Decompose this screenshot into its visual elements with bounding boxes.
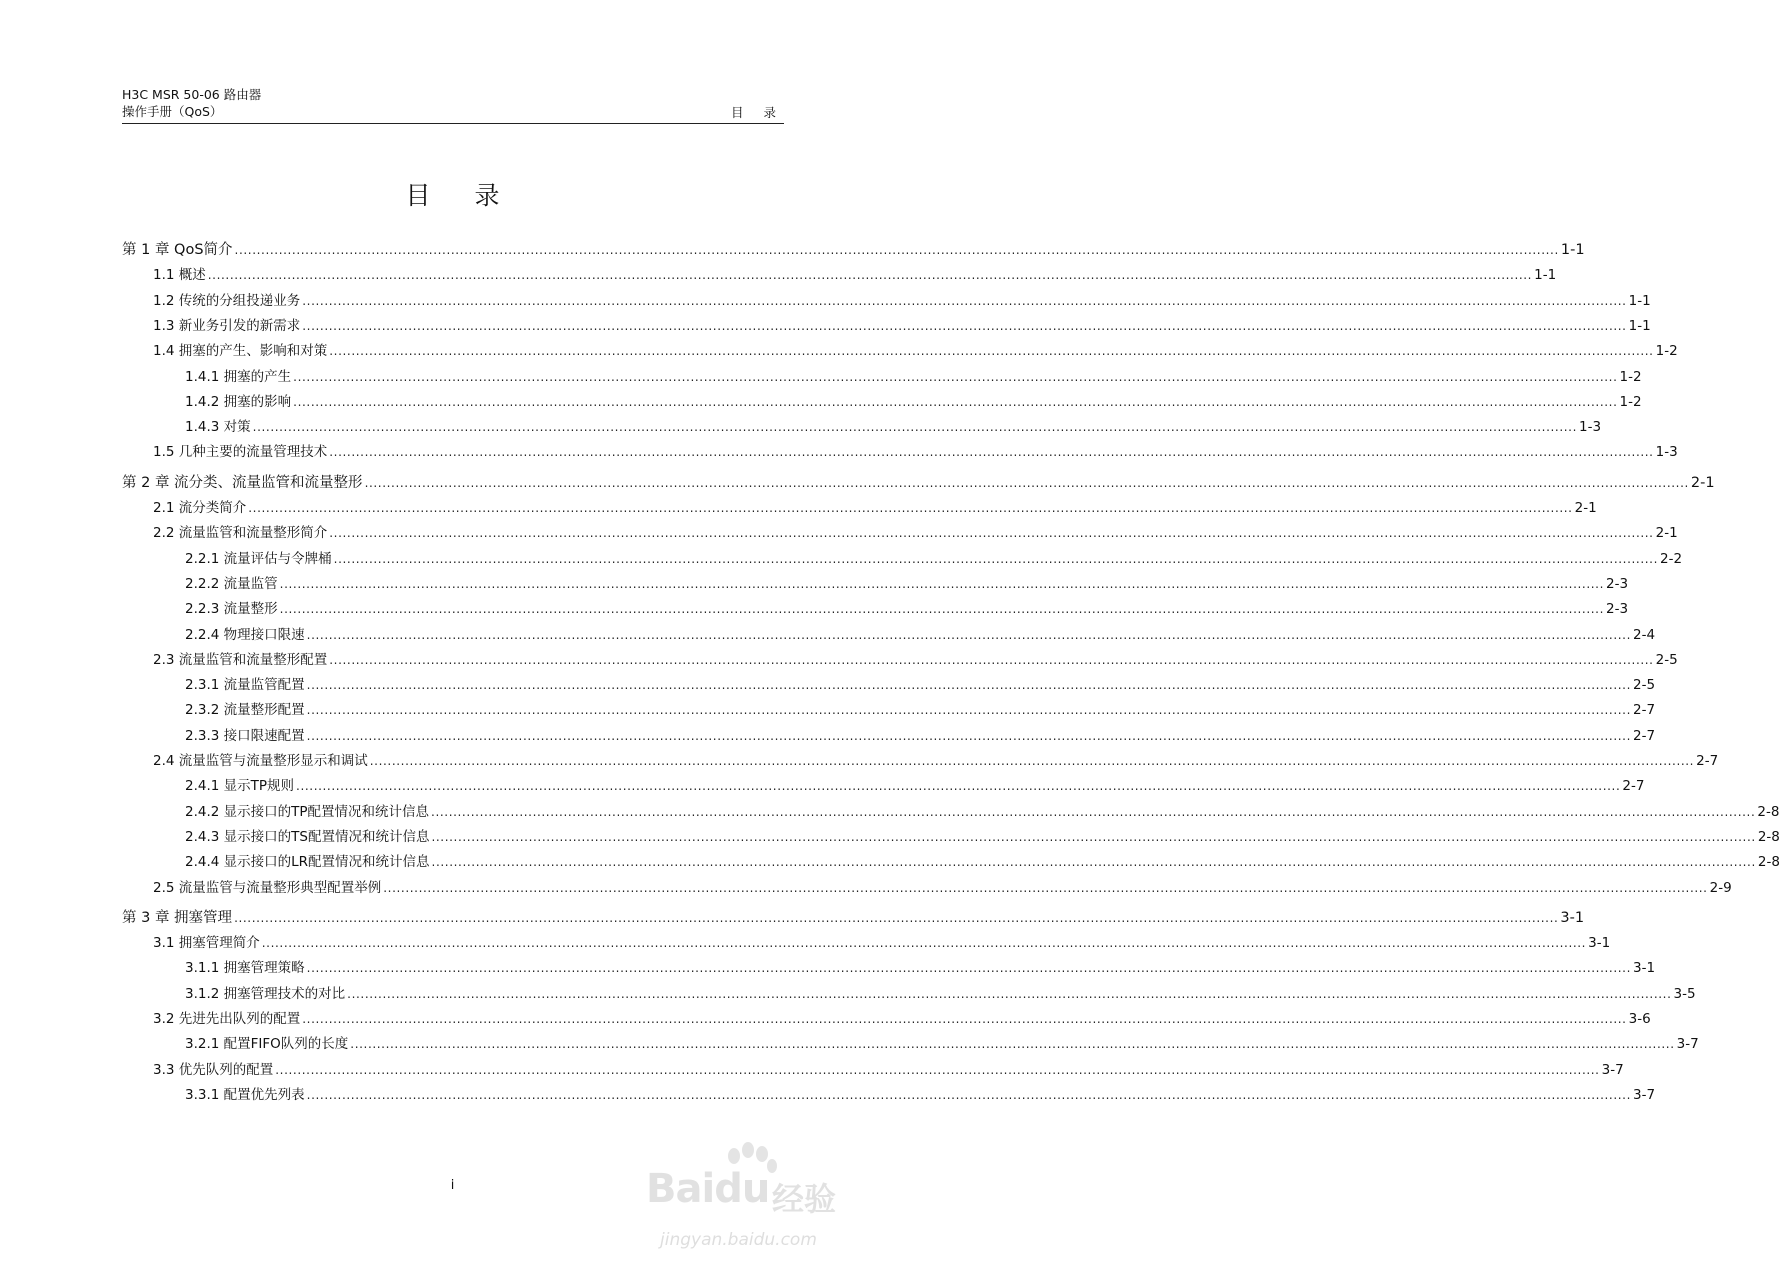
toc-entry[interactable] [185,956,1656,977]
toc-entry-page: 2-8 [1757,803,1780,820]
toc-dot-leader: ............................................................................................................................................................................................................................................................................................................ [302,318,1627,333]
page-number: i [450,1178,455,1193]
toc-entry-title: 2.2.3 流量整形 [185,601,278,618]
toc-entry[interactable] [185,572,1629,592]
toc-entry[interactable] [185,825,1780,845]
toc-entry[interactable] [153,648,1678,668]
toc-dot-leader: ............................................................................................................................................................................................................................................................................................................ [296,779,1621,794]
toc-dot-leader: ............................................................................................................................................................................................................................................................................................................ [431,855,1756,870]
toc-dot-leader: ............................................................................................................................................................................................................................................................................................................ [279,602,1604,617]
toc-dot-leader: ............................................................................................................................................................................................................................................................................................................ [306,961,1631,976]
toc-entry-page: 2-4 [1633,626,1656,643]
toc-dot-leader: ............................................................................................................................................................................................................................................................................................................ [207,268,1533,283]
toc-entry[interactable] [153,314,1651,334]
toc-entry[interactable] [185,390,1642,410]
toc-dot-leader: ............................................................................................................................................................................................................................................................................................................ [275,1062,1600,1077]
toc-entry[interactable] [185,800,1780,820]
toc-entry-title: 2.4.3 显示接口的TS配置情况和统计信息 [185,828,430,845]
toc-entry-title: 2.2.4 物理接口限速 [185,626,305,643]
toc-entry-page: 2-7 [1696,753,1719,769]
toc-dot-leader: ............................................................................................................................................................................................................................................................................................................ [306,627,1631,642]
header-manual: 操作手册（QoS） [122,104,223,119]
toc-entry[interactable] [153,1058,1624,1078]
toc-entry-title: 2.3.1 流量监管配置 [185,677,305,694]
toc-entry-title: 3.3 优先队列的配置 [153,1061,274,1078]
toc-entry-page: 3-1 [1633,960,1656,977]
toc-entry-page: 3-1 [1560,909,1585,926]
toc-entry[interactable] [185,365,1642,385]
toc-entry-title: 1.4.2 拥塞的影响 [185,393,292,410]
toc-chapter[interactable] [122,906,1585,926]
toc-entry-title: 1.4 拥塞的产生、影响和对策 [153,343,328,360]
toc-entry-title: 2.2.2 流量监管 [185,575,278,592]
toc-entry-title: 3.2 先进先出队列的配置 [153,1011,301,1027]
toc-dot-leader: ............................................................................................................................................................................................................................................................................................................ [364,475,1689,490]
toc-entry-title: 2.4 流量监管与流量整形显示和调试 [153,753,368,769]
toc-entry-title: 第 1 章 QoS简介 [122,242,233,258]
toc-dot-leader: ............................................................................................................................................................................................................................................................................................................ [306,728,1631,743]
toc-entry-page: 2-8 [1757,828,1780,845]
toc-dot-leader: ............................................................................................................................................................................................................................................................................................................ [302,293,1627,308]
toc-entry-page: 2-1 [1574,500,1597,516]
toc-entry-page: 1-2 [1619,393,1642,410]
toc-dot-leader: ............................................................................................................................................................................................................................................................................................................ [306,703,1631,718]
toc-entry[interactable] [153,876,1732,896]
toc-entry-title: 1.4.1 拥塞的产生 [185,368,292,385]
toc-entry-page: 1-1 [1560,242,1585,258]
header-section: 目 录 [731,105,784,120]
toc-entry-title: 2.2.1 流量评估与令牌桶 [185,550,332,567]
toc-entry-page: 2-3 [1606,601,1629,618]
toc-entry[interactable] [153,496,1597,516]
toc-entry[interactable] [153,289,1651,309]
toc-entry-title: 2.4.1 显示TP规则 [185,778,295,795]
page-title: 目 录 [405,181,518,210]
toc-entry-page: 1-2 [1655,343,1678,360]
toc-entry[interactable] [153,749,1719,769]
toc-entry[interactable] [153,339,1678,360]
toc-entry-title: 2.4.4 显示接口的LR配置情况和统计信息 [185,854,430,871]
toc-dot-leader: ............................................................................................................................................................................................................................................................................................................ [333,551,1658,566]
toc-entry[interactable] [185,724,1656,744]
toc-entry-title: 2.4.2 显示接口的TP配置情况和统计信息 [185,803,430,820]
toc-chapter[interactable] [122,238,1585,258]
toc-entry-page: 2-1 [1690,474,1715,491]
toc-dot-leader: ............................................................................................................................................................................................................................................................................................................ [302,1012,1627,1026]
toc-entry[interactable] [153,263,1557,284]
toc-entry-title: 3.1.1 拥塞管理策略 [185,960,305,977]
toc-dot-leader: ............................................................................................................................................................................................................................................................................................................ [431,829,1756,844]
watermark-cn: 经验 [772,1180,837,1218]
toc-entry-page: 2-8 [1757,854,1780,871]
toc-entry[interactable] [185,547,1683,567]
toc-entry[interactable] [185,1032,1699,1053]
toc-entry-page: 2-3 [1606,575,1629,592]
toc-entry-page: 2-5 [1633,677,1656,694]
toc-dot-leader: ............................................................................................................................................................................................................................................................................................................ [234,243,1559,257]
toc-entry[interactable] [185,850,1780,871]
toc-entry-page: 3-7 [1676,1036,1699,1053]
toc-entry[interactable] [185,673,1656,694]
toc-entry[interactable] [153,1007,1651,1027]
toc-entry-page: 1-2 [1619,368,1642,385]
toc-entry-title: 2.3.3 接口限速配置 [185,727,305,744]
toc-dot-leader: ............................................................................................................................................................................................................................................................................................................ [252,420,1577,435]
toc-entry-page: 2-7 [1633,727,1656,744]
toc-entry-title: 1.1 概述 [153,267,206,284]
toc-entry[interactable] [153,521,1678,542]
toc-entry-page: 2-7 [1633,702,1656,719]
toc-entry-page: 1-1 [1628,292,1651,309]
header-product: H3C MSR 50-06 路由器 [122,87,262,102]
toc-entry[interactable] [185,597,1629,618]
toc-dot-leader: ............................................................................................................................................................................................................................................................................................................ [261,936,1587,951]
toc-entry-title: 2.3.2 流量整形配置 [185,702,305,719]
toc-entry-page: 3-5 [1673,985,1696,1002]
toc-dot-leader: ............................................................................................................................................................................................................................................................................................................ [306,1087,1631,1102]
toc-dot-leader: ............................................................................................................................................................................................................................................................................................................ [248,501,1573,515]
toc-entry-page: 1-1 [1628,317,1651,334]
toc-dot-leader: ............................................................................................................................................................................................................................................................................................................ [431,804,1756,819]
toc-entry-title: 1.3 新业务引发的新需求 [153,317,301,334]
toc-entry-page: 1-3 [1579,419,1602,436]
toc-entry-title: 3.3.1 配置优先列表 [185,1086,305,1103]
toc-entry[interactable] [185,415,1602,436]
toc-entry[interactable] [185,982,1696,1002]
toc-entry-title: 2.5 流量监管与流量整形典型配置举例 [153,879,382,896]
toc-dot-leader: ............................................................................................................................................................................................................................................................................................................ [383,880,1708,895]
toc-dot-leader: ............................................................................................................................................................................................................................................................................................................ [347,986,1672,1001]
watermark [640,1140,860,1270]
toc-entry-title: 2.1 流分类简介 [153,500,247,516]
toc-entry-page: 3-1 [1588,935,1611,952]
toc-entry-page: 2-5 [1655,651,1678,668]
toc-dot-leader: ............................................................................................................................................................................................................................................................................................................ [329,445,1654,460]
toc-entry[interactable] [185,1083,1656,1103]
toc-dot-leader: ............................................................................................................................................................................................................................................................................................................ [350,1037,1675,1052]
toc-entry[interactable] [185,623,1656,643]
toc-entry-title: 3.1.2 拥塞管理技术的对比 [185,985,346,1002]
toc-entry-title: 1.2 传统的分组投递业务 [153,292,301,309]
toc-dot-leader: ............................................................................................................................................................................................................................................................................................................ [329,526,1654,541]
toc-entry-page: 3-6 [1628,1011,1651,1027]
toc-dot-leader: ............................................................................................................................................................................................................................................................................................................ [293,369,1618,384]
toc-entry[interactable] [153,440,1678,461]
toc-dot-leader: ............................................................................................................................................................................................................................................................................................................ [279,576,1604,591]
watermark-url: jingyan.baidu.com [660,1230,817,1250]
toc-entry-page: 1-3 [1655,444,1678,461]
toc-entry[interactable] [185,698,1656,719]
toc-entry-title: 2.3 流量监管和流量整形配置 [153,651,328,668]
watermark-brand: Baidu [646,1166,770,1212]
toc-dot-leader: ............................................................................................................................................................................................................................................................................................................ [293,394,1618,409]
toc-entry-page: 2-9 [1709,879,1732,896]
toc-entry-page: 2-2 [1660,550,1683,567]
toc-entry-title: 2.2 流量监管和流量整形简介 [153,525,328,542]
toc-dot-leader: ............................................................................................................................................................................................................................................................................................................ [329,344,1654,359]
toc-dot-leader: ............................................................................................................................................................................................................................................................................................................ [329,652,1654,667]
toc-chapter[interactable] [122,471,1715,491]
toc-entry-title: 第 2 章 流分类、流量监管和流量整形 [122,474,363,491]
toc-entry-page: 3-7 [1633,1086,1656,1103]
toc-entry-page: 1-1 [1534,267,1557,284]
toc-entry-title: 1.5 几种主要的流量管理技术 [153,444,328,461]
toc-entry-title: 3.2.1 配置FIFO队列的长度 [185,1036,349,1053]
toc-entry-title: 第 3 章 拥塞管理 [122,909,233,926]
toc-entry-page: 2-7 [1622,778,1645,795]
toc-entry[interactable] [185,774,1645,795]
toc-entry[interactable] [153,931,1611,952]
toc-dot-leader: ............................................................................................................................................................................................................................................................................................................ [234,910,1559,925]
toc-dot-leader: ............................................................................................................................................................................................................................................................................................................ [369,754,1695,768]
toc-dot-leader: ............................................................................................................................................................................................................................................................................................................ [306,678,1631,693]
page-header [122,86,784,124]
toc-entry-title: 1.4.3 对策 [185,419,251,436]
toc-entry-title: 3.1 拥塞管理简介 [153,935,260,952]
toc-entry-page: 2-1 [1655,525,1678,542]
toc-entry-page: 3-7 [1601,1061,1624,1078]
